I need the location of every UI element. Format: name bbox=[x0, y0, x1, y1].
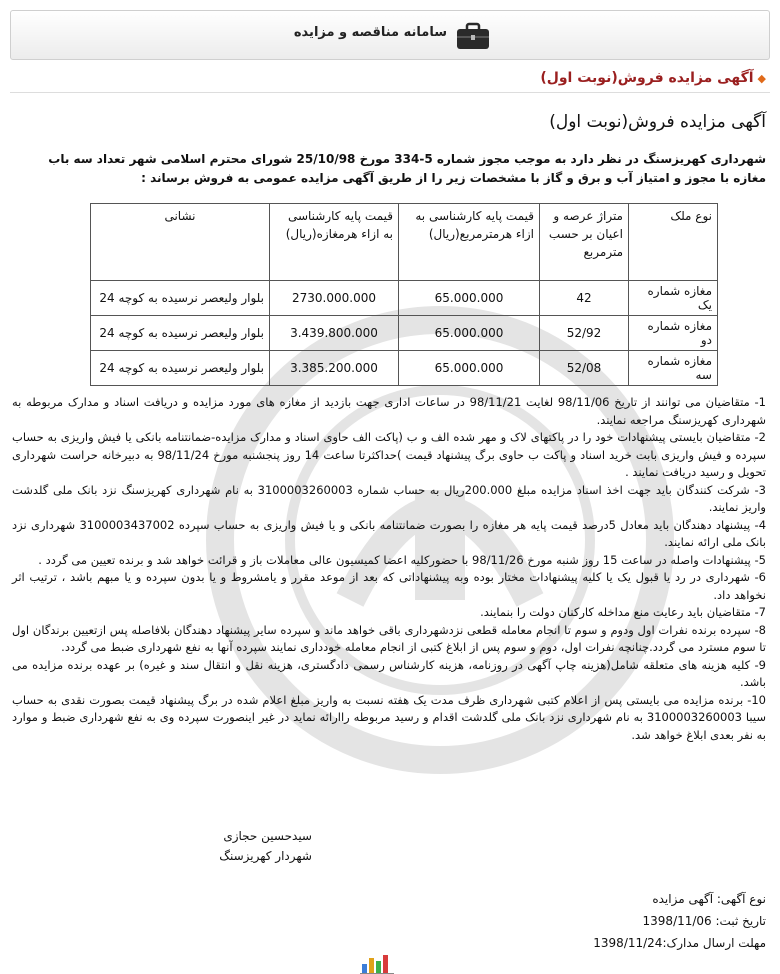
term-item: 3- شرکت کنندگان باید جهت اخذ اسناد مزایده مبلغ 200.000ریال به حساب شماره 3100003260003 به نام شهرداری کهریزسنگ نزد بانک ملی گلدشت واریز نمایند. bbox=[12, 482, 766, 514]
table-cell: بلوار ولیعصر نرسیده به کوچه 24 bbox=[91, 316, 270, 351]
ad-type: نوع آگهی: آگهی مزایده bbox=[652, 892, 766, 906]
table-cell: 52/92 bbox=[540, 316, 629, 351]
table-cell: 65.000.000 bbox=[399, 281, 540, 316]
term-item: 10- برنده مزایده می بایستی پس از اعلام کتبی شهرداری ظرف مدت یک هفته نسبت به واریز مبلغ اعلام شده در برگ پیشنهاد قیمت بصورت نقدی به حساب سیبا 3100003260003 به نام شهرداری نزد بانک ملی گلدشت اقدام و رسید مربوطه راارائه نماید در غیر اینصورت سپرده وی به نفع شهرداری ضبط و موارد به نفر بعدی ابلاغ خواهد شد. bbox=[12, 692, 766, 742]
table-cell: 42 bbox=[540, 281, 629, 316]
table-cell: 3.385.200.000 bbox=[270, 351, 399, 386]
page-title: آگهی مزایده فروش(نوبت اول) bbox=[549, 112, 766, 132]
table-cell: مغازه شماره یک bbox=[629, 281, 718, 316]
table-cell: 52/08 bbox=[540, 351, 629, 386]
signature-block bbox=[219, 826, 312, 866]
table-row bbox=[91, 316, 718, 351]
properties-table bbox=[90, 203, 718, 386]
ad-meta bbox=[593, 888, 766, 954]
term-item: 4- پیشنهاد دهندگان باید معادل 5درصد قیمت پایه هر مغازه را بصورت ضمانتنامه بانکی و یا فیش واریزی به حساب سپرده 3100003437002 شهرداری نزد بانک ملی ارائه نمایند. bbox=[12, 517, 767, 549]
terms-list bbox=[12, 394, 766, 744]
briefcase-icon bbox=[455, 21, 491, 51]
header-cell: نوع ملک bbox=[629, 204, 718, 281]
term-item: 5- پیشنهادات واصله در ساعت 15 روز شنبه مورخ 98/11/26 با حضورکلیه اعضا کمیسیون عالی معاملات باز و قرائت خواهد شد و برنده تعیین می گردد . bbox=[38, 552, 766, 567]
table-cell: بلوار ولیعصر نرسیده به کوچه 24 bbox=[91, 281, 270, 316]
table-header-row bbox=[91, 204, 718, 281]
term-item: 9- کلیه هزینه های متعلقه شامل(هزینه چاپ آگهی در روزنامه، هزینه کارشناس رسمی دادگستری، هزینه نقل و انتقال سند و غیره) بر عهده برنده مزایده می باشد. bbox=[12, 657, 766, 689]
term-item: 6- شهرداری در رد یا قبول یک یا کلیه پیشنهادات مختار بوده وبه پیشنهاداتی که بعد از موعد مقرر و یامشروط و یا بدون سپرده و یا مبهم باشد ، ترتیب اثر نخواهد داد. bbox=[12, 570, 766, 602]
table-cell: بلوار ولیعصر نرسیده به کوچه 24 bbox=[91, 351, 270, 386]
intro-paragraph: شهرداری کهریزسنگ در نظر دارد به موجب مجوز شماره 5-334 مورخ 25/10/98 شورای محترم اسلامی شهر تعداد سه باب مغازه با مجوز و امتیاز آب و برق و گاز با مشخصات زیر را از طریق آگهی مزایده عمومی به فروش برساند : bbox=[48, 152, 766, 185]
table-row bbox=[91, 281, 718, 316]
site-header bbox=[10, 10, 770, 60]
section-title-text: آگهی مزایده فروش(نوبت اول) bbox=[540, 70, 754, 86]
signer-position: شهردار کهریزسنگ bbox=[219, 849, 312, 863]
table-cell: 65.000.000 bbox=[399, 351, 540, 386]
section-title bbox=[540, 70, 766, 86]
header-cell: نشانی bbox=[91, 204, 270, 281]
signer-name: سیدحسین حجازی bbox=[223, 829, 312, 843]
divider bbox=[10, 92, 770, 93]
term-item: 8- سپرده برنده نفرات اول ودوم و سوم تا انجام معامله قطعی نزدشهرداری باقی خواهد ماند و سپرده سایر پیشنهاد دهندگان بلافاصله پس ازتعیین برندگان اول تا سوم مسترد می گردد.چنانچه نفرات اول، دوم و سوم پس از ابلاغ کتبی از انجام معامله خودداری نمایند سپرده آنها به نفع شهرداری ضبط می گردد. bbox=[12, 622, 766, 654]
table-cell: مغازه شماره دو bbox=[629, 316, 718, 351]
bullet-icon: ◆ bbox=[757, 72, 766, 85]
header-cell: متراژ عرصه و اعیان بر حسب مترمربع bbox=[540, 204, 629, 281]
site-title: سامانه مناقصه و مزایده bbox=[293, 25, 447, 40]
table-cell: 65.000.000 bbox=[399, 316, 540, 351]
table-row bbox=[91, 351, 718, 386]
table-cell: 2730.000.000 bbox=[270, 281, 399, 316]
term-item: 1- متقاضیان می توانند از تاریخ 98/11/06 لغایت 98/11/21 در ساعات اداری جهت بازدید از مغازه های مورد مزایده و دریافت اسناد و مدارک مربوطه به شهرداری کهریزسنگ مراجعه نمایند. bbox=[12, 395, 766, 427]
ad-date: تاریخ ثبت: 1398/11/06 bbox=[642, 914, 766, 928]
header-cell: قیمت پایه کارشناسی به ازاء هرمغازه(ریال) bbox=[270, 204, 399, 281]
term-item: 2- متقاضیان بایستی پیشنهادات خود را در پاکتهای لاک و مهر شده الف و ب (پاکت الف حاوی اسناد و مدارک مزایده-ضمانتنامه بانکی یا فیش واریزی به حساب سپرده و فیش واریزی بابت خرید اسناد و پاکت ب حاوی برگ پیشنهاد قیمت )حداکثرتا ساعت 14 روز پنجشنبه مورخ 98/11/24 به دبیرخانه حراست شهرداری تحویل و رسید دریافت نمایند . bbox=[12, 430, 766, 479]
ad-deadline: مهلت ارسال مدارک:1398/11/24 bbox=[593, 936, 766, 950]
term-item: 7- متقاضیان باید رعایت منع مداخله کارکنان دولت را بنمایند. bbox=[480, 605, 766, 619]
header-cell: قیمت پایه کارشناسی به ازاء هرمترمربع(ریال) bbox=[399, 204, 540, 281]
table-cell: 3.439.800.000 bbox=[270, 316, 399, 351]
table-cell: مغازه شماره سه bbox=[629, 351, 718, 386]
chart-logo-icon bbox=[358, 952, 398, 974]
